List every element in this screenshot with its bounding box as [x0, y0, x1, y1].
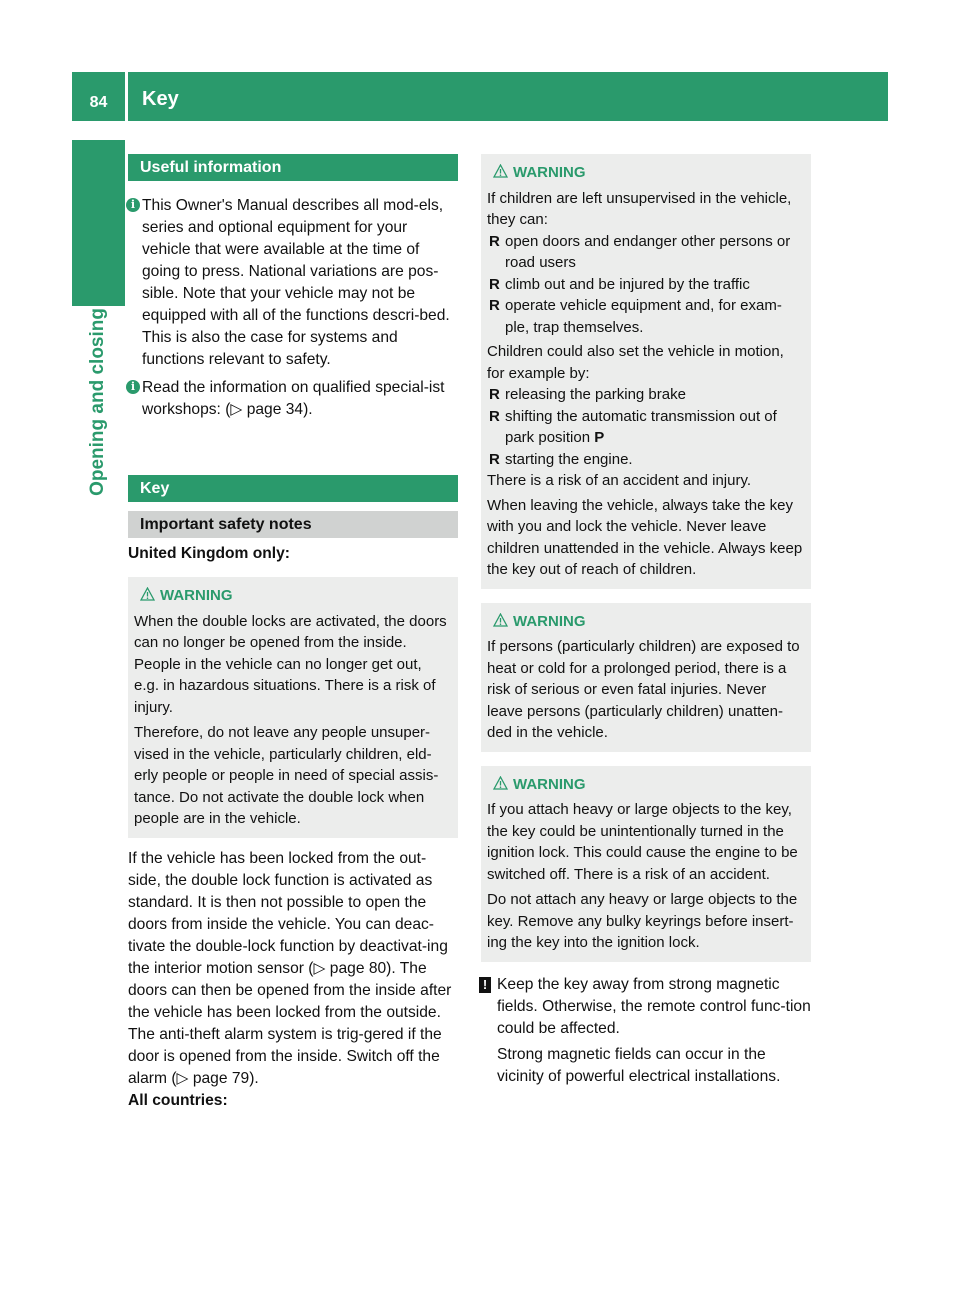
info-note — [128, 195, 458, 371]
warning-header — [487, 774, 803, 796]
warning-triangle-icon — [140, 587, 155, 601]
warning-text: When leaving the vehicle, always take the key with you and lock the vehicle. Never leave children unattended in the vehicle. Always keep the key out of reach of children. — [487, 496, 803, 578]
warning-text: Children could also set the vehicle in motion, for example by: — [487, 343, 784, 382]
bullet-text: climb out and be injured by the traffic — [505, 275, 750, 293]
warning-box — [481, 154, 811, 589]
left-column — [128, 154, 458, 1112]
body-text: If the vehicle has been locked from the out-side, the double lock function is activated as standard. It is then not possible to open the doors from inside the vehicle. You can deac-tivate the double-lock function by deactivat-ing the interior motion sensor (▷ page 80). The doors can then be opened from the inside after the vehicle has been locked from the outside. The anti-theft alarm system is trig-gered if the door is opened from the inside. Switch off the alarm (▷ page 79). — [128, 849, 452, 1087]
warning-text: If children are left unsupervised in the vehicle, they can: — [487, 189, 792, 228]
info-note — [128, 377, 458, 421]
warning-box — [128, 577, 458, 838]
warning-text: Do not attach any heavy or large objects to the key. Remove any bulky keyrings before insert-ing the key into the ignition lock. — [487, 891, 798, 951]
key-heading: Key — [128, 475, 458, 502]
warning-text: If persons (particularly children) are exposed to heat or cold for a prolonged period, there is a risk of serious or even fatal injuries. Never leave persons (particularly children) unatten-ded in the vehicle. — [487, 638, 800, 741]
warning-box — [481, 766, 811, 962]
bullet-text: operate vehicle equipment and, for exam-ple, trap themselves. — [505, 297, 782, 336]
warning-label: WARNING — [513, 612, 586, 630]
bullet-text: releasing the parking brake — [505, 386, 686, 403]
all-countries-label: All countries: — [128, 1091, 228, 1109]
section-tab — [72, 140, 125, 306]
info-icon: i — [126, 380, 140, 394]
bullet-item: R operate vehicle equipment and, for exam-ple, trap themselves. — [489, 297, 782, 336]
page-number: 84 — [89, 93, 108, 111]
warning-header — [487, 162, 803, 184]
right-column — [481, 154, 811, 1088]
info-icon: i — [126, 198, 140, 212]
section-label: Opening and closing — [87, 308, 108, 496]
warning-label: WARNING — [513, 164, 586, 181]
uk-label: United Kingdom only: — [128, 545, 290, 562]
info-note-text: This Owner's Manual describes all mod-els, series and optional equipment for your vehicle that were available at the time of going to press. National variations are pos-sible. Note that your vehicle may not be equipped with all of the functions descri-bed. This is also the case for systems and functions relevant to safety. — [142, 197, 450, 368]
bullet-text: starting the engine. — [505, 450, 633, 468]
page-header-bar — [72, 72, 888, 121]
warning-header — [487, 611, 803, 633]
park-position-label: P — [594, 429, 605, 446]
caution-note — [481, 974, 811, 1088]
safety-notes-heading: Important safety notes — [128, 511, 458, 538]
warning-text: Therefore, do not leave any people unsuper-vised in the vehicle, particularly children, eld-erly people or people in need of special assis-tance. Do not activate the double lock when people are in the vehicle. — [134, 724, 439, 827]
warning-text: When the double locks are activated, the doors can no longer be opened from the inside. People in the vehicle can no longer get out, e.g. in hazardous situations. There is a risk of injury. — [134, 612, 447, 716]
warning-triangle-icon — [493, 164, 508, 178]
caution-text: Strong magnetic fields can occur in the vicinity of powerful electrical installations. — [497, 1045, 781, 1085]
exclamation-icon: ! — [479, 977, 491, 993]
warning-box — [481, 603, 811, 752]
warning-triangle-icon — [493, 613, 508, 627]
bullet-text: open doors and endanger other persons or road users — [505, 232, 791, 271]
bullet-item: R shifting the automatic transmission out of park position P — [489, 407, 777, 446]
bullet-item: R open doors and endanger other persons or road users — [489, 232, 791, 271]
page-title: Key — [142, 88, 179, 110]
warning-triangle-icon — [493, 776, 508, 790]
warning-label: WARNING — [513, 775, 586, 793]
bullet-item: R releasing the parking brake — [489, 386, 686, 403]
caution-text: Keep the key away from strong magnetic fields. Otherwise, the remote control func-tion could be affected. — [497, 975, 811, 1037]
bullet-item: R starting the engine. — [489, 450, 633, 468]
info-note-text: Read the information on qualified special-ist workshops: (▷ page 34). — [142, 379, 445, 418]
useful-info-heading: Useful information — [128, 154, 458, 181]
bullet-text: shifting the automatic transmission out of park position — [505, 407, 777, 446]
warning-header — [134, 585, 450, 607]
header-divider — [125, 72, 128, 121]
bullet-item: R climb out and be injured by the traffic — [489, 275, 750, 293]
warning-text: If you attach heavy or large objects to the key, the key could be unintentionally turned in the ignition lock. This could cause the engine to be switched off. There is a risk of an accident. — [487, 801, 798, 883]
warning-label: WARNING — [160, 587, 233, 604]
warning-text: There is a risk of an accident and injury. — [487, 472, 752, 489]
